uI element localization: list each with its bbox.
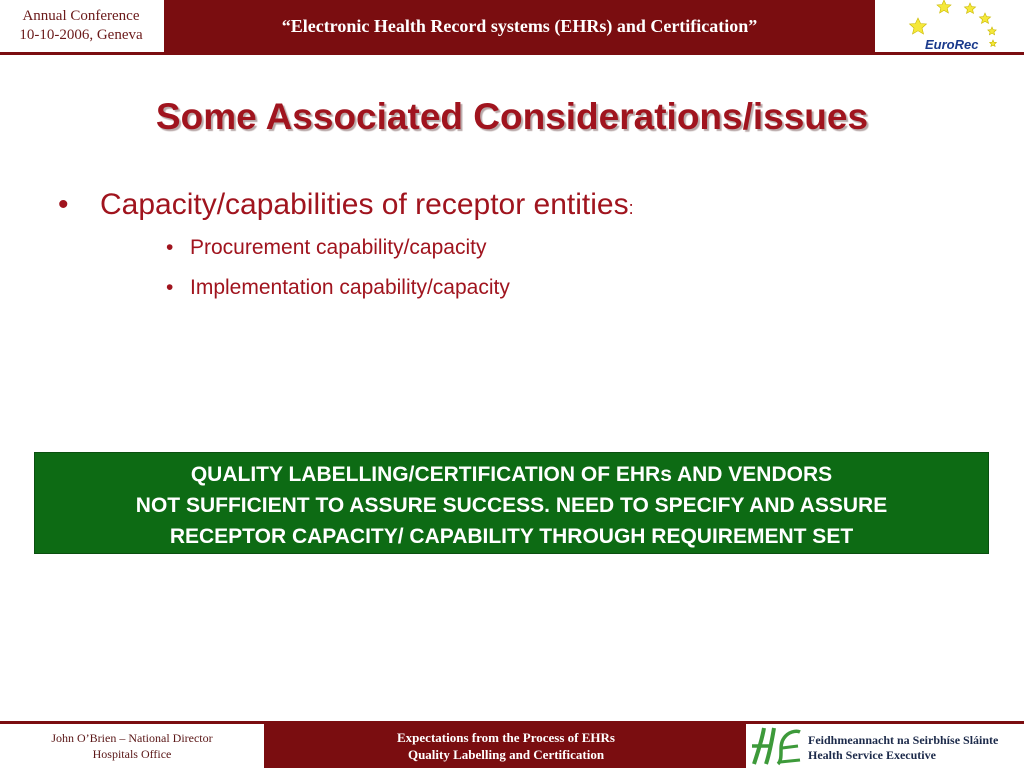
star-cluster-icon [875,0,1024,52]
slide-header [0,0,1024,54]
eurorec-logo [875,0,1024,52]
hse-logo [746,724,1024,768]
sub-bullet-list [166,234,510,314]
hse-logo-icon [748,724,804,768]
hse-name-irish: Feidhmeannacht na Seirbhíse Sláinte [808,733,999,747]
author-office: Hospitals Office [92,747,172,761]
conference-name: Annual Conference [22,8,140,24]
callout-box [34,452,989,554]
callout-line: RECEPTOR CAPACITY/ CAPABILITY THROUGH REQUIREMENT SET [169,525,854,548]
hse-name [808,733,998,763]
sub-bullet-text: Procurement capability/capacity [190,236,487,259]
conference-info [0,0,162,53]
presentation-title-bar [164,0,875,52]
callout-line: QUALITY LABELLING/CERTIFICATION OF EHRs AND VENDORS [190,463,833,486]
presentation-title: “Electronic Health Record systems (EHRs) and Certification” [281,15,758,36]
list-item [166,274,510,314]
header-divider [0,52,1024,55]
list-item [166,234,510,274]
main-bullet-text: Capacity/capabilities of receptor entities [100,188,629,221]
conference-date-location: 10-10-2006, Geneva [19,27,143,43]
author-name: John O’Brien – National Director [51,731,213,745]
bullet-marker: • [58,188,69,221]
bullet-marker: • [166,276,174,299]
footer-author [0,724,266,768]
callout-line: NOT SUFFICIENT TO ASSURE SUCCESS. NEED TO SPECIFY AND ASSURE [135,494,888,517]
main-bullet-colon: : [628,198,634,218]
sub-bullet-text: Implementation capability/capacity [190,276,510,299]
bullet-marker: • [166,236,174,259]
eurorec-logo-text: EuroRec [925,37,979,52]
footer-topic-line: Quality Labelling and Certification [407,747,605,762]
slide-title: Some Associated Considerations/issues [155,96,869,137]
footer-presentation-topic [266,724,746,768]
hse-name-english: Health Service Executive [808,748,936,762]
footer-topic-line: Expectations from the Process of EHRs [397,730,615,745]
main-bullet [58,188,634,222]
